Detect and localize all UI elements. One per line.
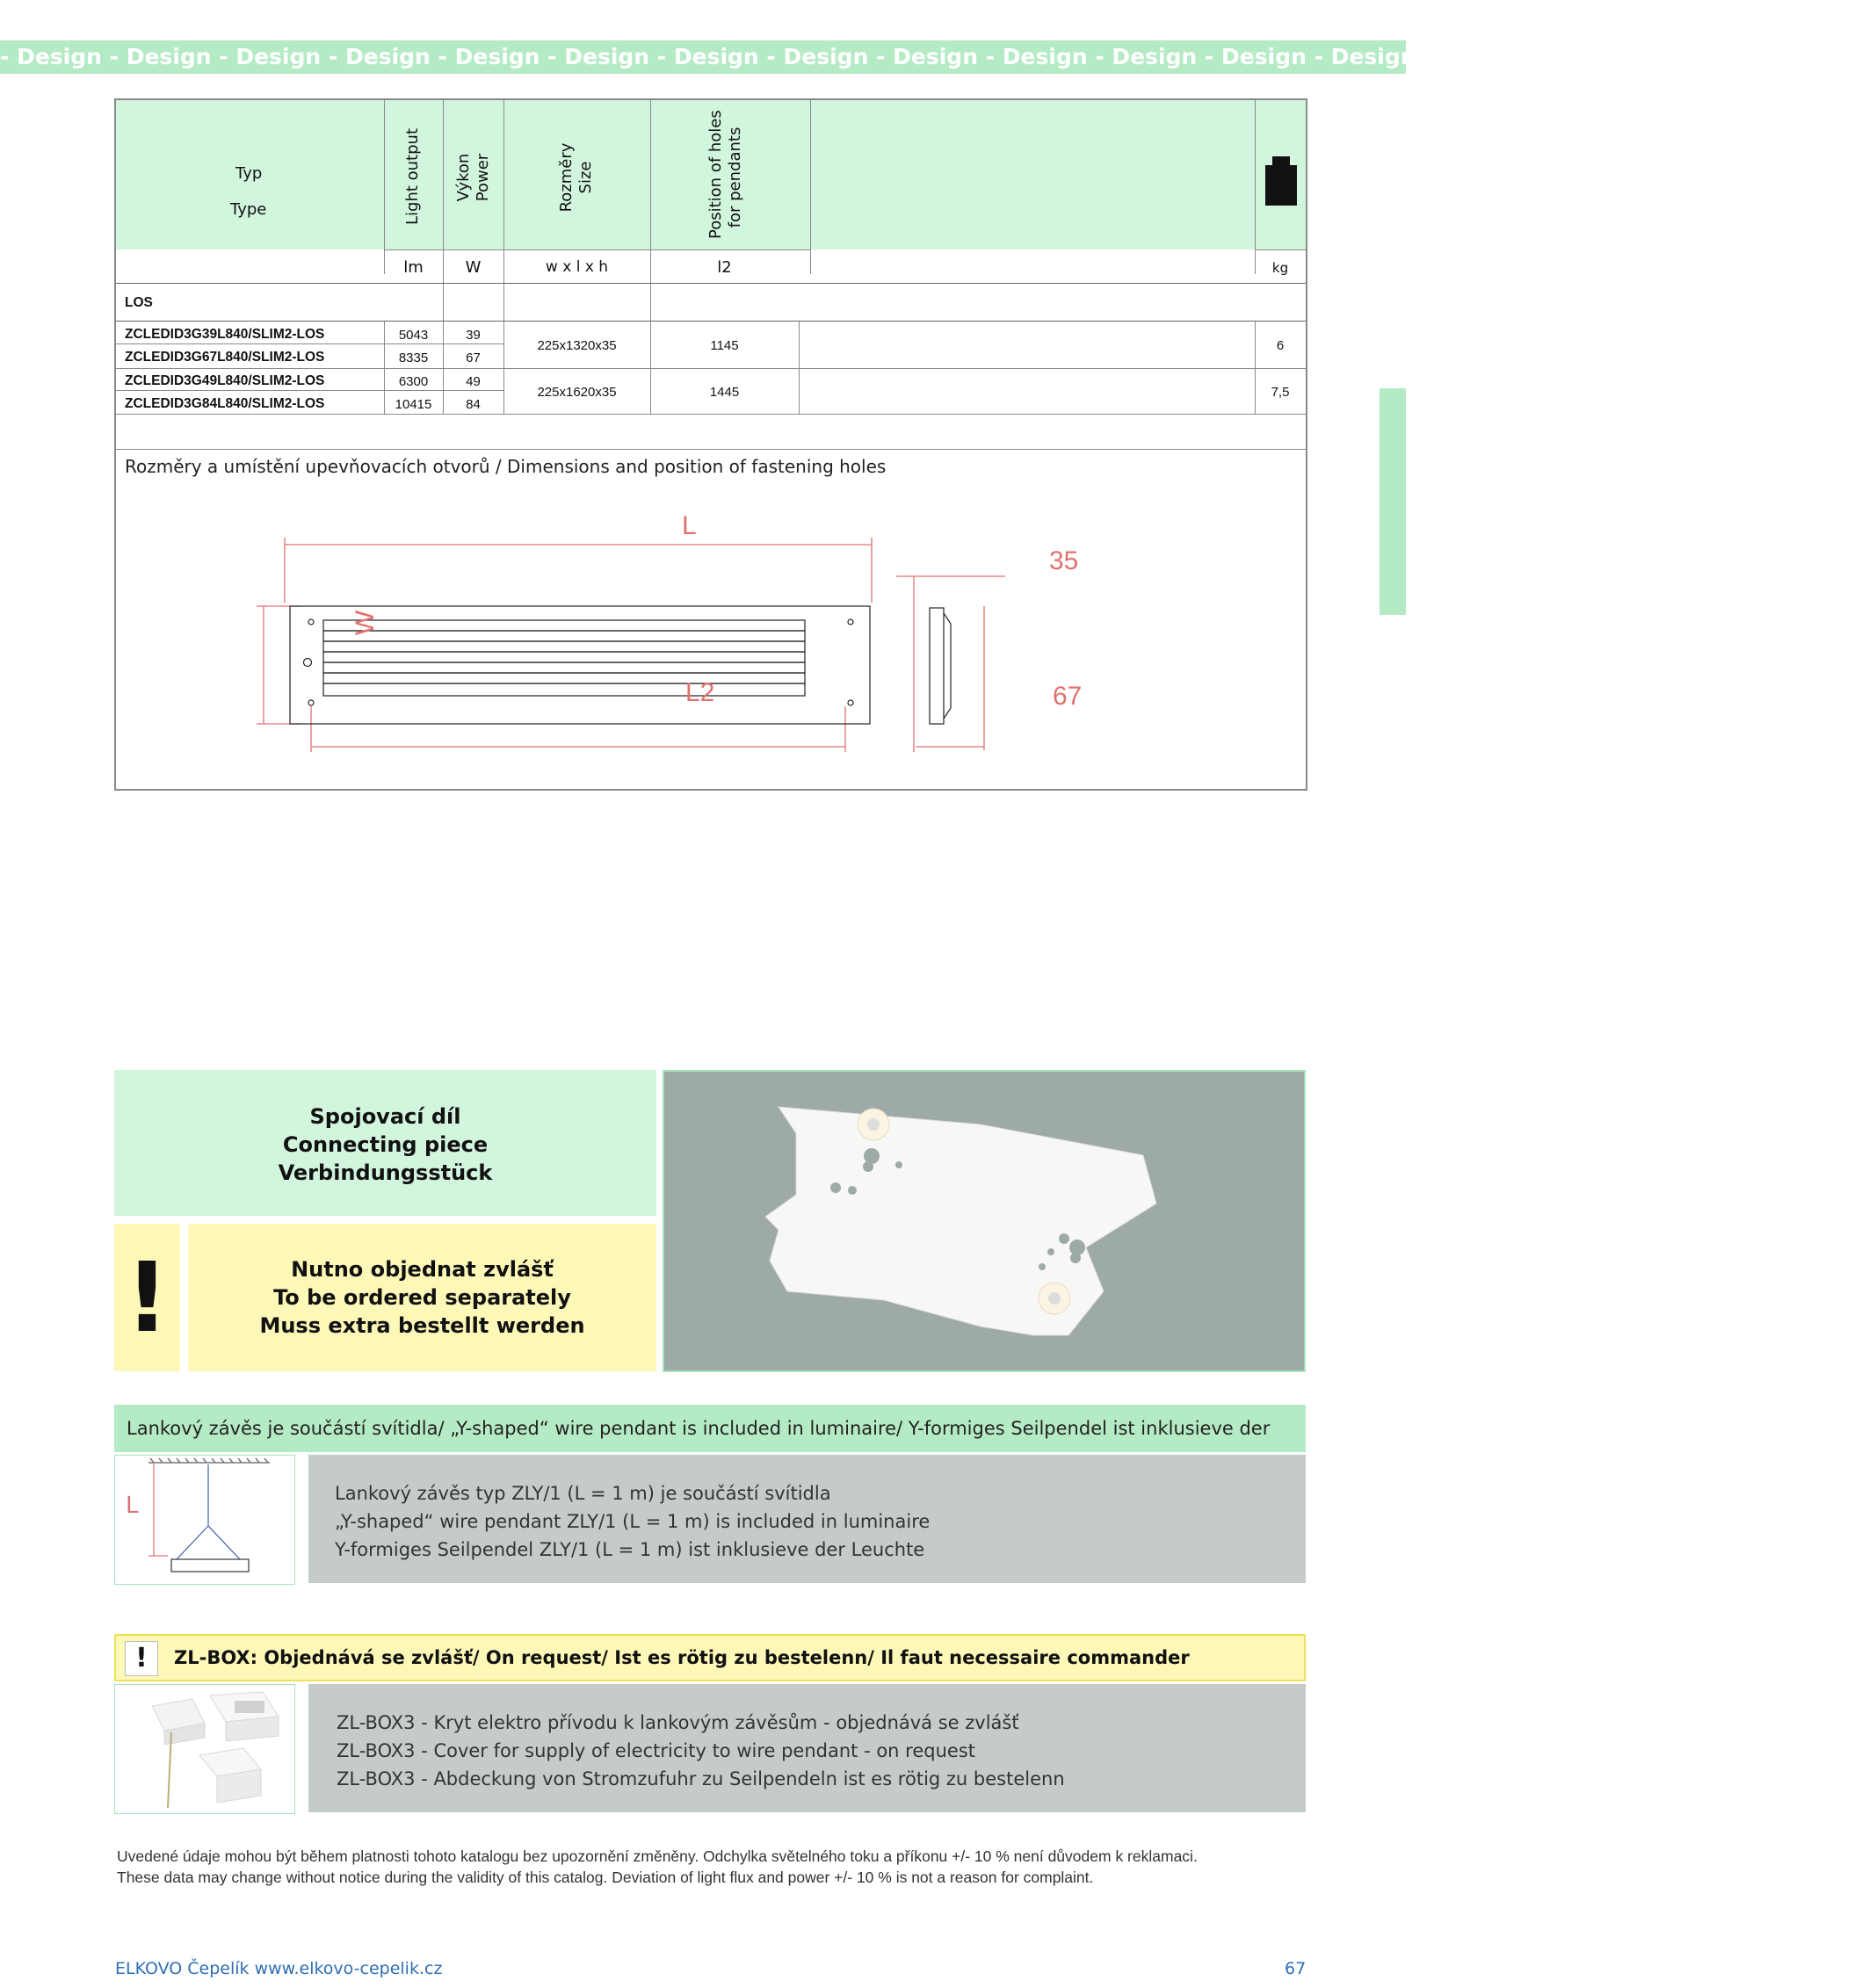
zl-box-banner bbox=[114, 1634, 1306, 1681]
spec-table bbox=[114, 98, 1307, 791]
group-size: 225x1320x35 bbox=[537, 338, 617, 353]
group-l2: 1445 bbox=[709, 385, 740, 400]
header-size: Rozměry Size bbox=[557, 142, 595, 213]
disclaimer: Uvedené údaje mohou být během platnosti tohoto katalogu bez upozornění změněny. Odchylka světelného toku a příkonu +/- 10 % není důvodem k reklamaci. These data may change without notice during the validity of this catalog. Deviation of light flux and power +/- 10 % is not a reason for complaint. bbox=[117, 1847, 1198, 1886]
header-holes: Position of holes for pendants bbox=[706, 110, 744, 239]
dimensions-title: Rozměry a umístění upevňovacích otvorů / Dimensions and position of fastening holes bbox=[125, 456, 887, 477]
row-type: ZCLEDID3G84L840/SLIM2-LOS bbox=[125, 396, 325, 411]
row-lm: 10415 bbox=[395, 397, 432, 412]
group-weight: 7,5 bbox=[1271, 385, 1290, 400]
group-size: 225x1620x35 bbox=[537, 385, 617, 400]
row-lm: 5043 bbox=[398, 328, 429, 343]
design-banner: - Design - Design - Design - Design - Design - Design - Design - Design - Design - Design - Design - Design - Design - Design - Design - Design - Design bbox=[0, 40, 1406, 74]
row-w: 67 bbox=[466, 351, 481, 365]
wire-pendant-banner: Lankový závěs je součástí svítidla/ „Y-shaped“ wire pendant is included in luminaire/ Y-formiges Seilpendel ist inklusieve der bbox=[114, 1405, 1306, 1452]
unit-lm: lm bbox=[403, 258, 424, 277]
connecting-piece-photo bbox=[663, 1070, 1306, 1372]
header-type: Type bbox=[230, 200, 267, 219]
dimension-label-67: 67 bbox=[1053, 682, 1083, 711]
dimension-label-l: L bbox=[682, 511, 697, 540]
row-type: ZCLEDID3G39L840/SLIM2-LOS bbox=[125, 327, 325, 342]
row-lm: 6300 bbox=[398, 374, 429, 389]
warning-mark: ! bbox=[114, 1224, 180, 1371]
side-tab bbox=[1380, 388, 1406, 615]
zl-box-title: ZL-BOX: Objednává se zvlášť/ On request/ Ist es rötig zu bestelenn/ Il faut necessaire commander bbox=[174, 1647, 1190, 1668]
zl-box-description: ZL-BOX3 - Kryt elektro přívodu k lankovým závěsům - objednává se zvlášť ZL-BOX3 - Cover for supply of electricity to wire pendant - on request ZL-BOX3 - Abdeckung von Stromzufuhr zu Seilpendeln ist es rötig zu bestelenn bbox=[308, 1684, 1306, 1812]
row-w: 49 bbox=[466, 374, 481, 389]
page-number: 67 bbox=[1285, 1959, 1307, 1978]
unit-wxlxh: w x l x h bbox=[545, 258, 609, 276]
row-w: 39 bbox=[466, 328, 481, 343]
warning-mark: ! bbox=[125, 1641, 158, 1676]
header-typ: Typ bbox=[235, 164, 263, 183]
header-power: Výkon Power bbox=[454, 153, 492, 202]
footer-company-link[interactable]: ELKOVO Čepelík www.elkovo-cepelik.cz bbox=[115, 1959, 443, 1978]
dimension-label-w: W bbox=[351, 610, 380, 636]
zl-box-photo bbox=[114, 1684, 295, 1814]
unit-w: W bbox=[465, 258, 482, 277]
dimension-label-l2: L2 bbox=[685, 678, 715, 707]
row-lm: 8335 bbox=[398, 351, 429, 365]
row-type: ZCLEDID3G67L840/SLIM2-LOS bbox=[125, 350, 325, 365]
wire-pendant-drawing bbox=[114, 1455, 295, 1585]
connecting-piece-title: Spojovací díl Connecting piece Verbindungsstück bbox=[114, 1070, 656, 1216]
row-w: 84 bbox=[466, 397, 481, 412]
weight-icon bbox=[1265, 156, 1297, 206]
unit-l2: l2 bbox=[717, 258, 732, 277]
group-l2: 1145 bbox=[710, 338, 739, 353]
group-weight: 6 bbox=[1276, 338, 1285, 353]
series-label: LOS bbox=[125, 295, 153, 310]
row-type: ZCLEDID3G49L840/SLIM2-LOS bbox=[125, 373, 325, 388]
unit-kg: kg bbox=[1271, 260, 1289, 276]
header-light-output: Light output bbox=[403, 128, 422, 226]
order-separately-note: Nutno objednat zvlášť To be ordered separately Muss extra bestellt werden bbox=[188, 1224, 656, 1371]
wire-length-label: L bbox=[126, 1493, 139, 1519]
dimension-label-35: 35 bbox=[1049, 546, 1079, 575]
wire-pendant-description: Lankový závěs typ ZLY/1 (L = 1 m) je součástí svítidla „Y-shaped“ wire pendant ZLY/1 (L = 1 m) is included in luminaire Y-formiges Seilpendel ZLY/1 (L = 1 m) ist inklusieve der Leuchte bbox=[308, 1455, 1306, 1583]
